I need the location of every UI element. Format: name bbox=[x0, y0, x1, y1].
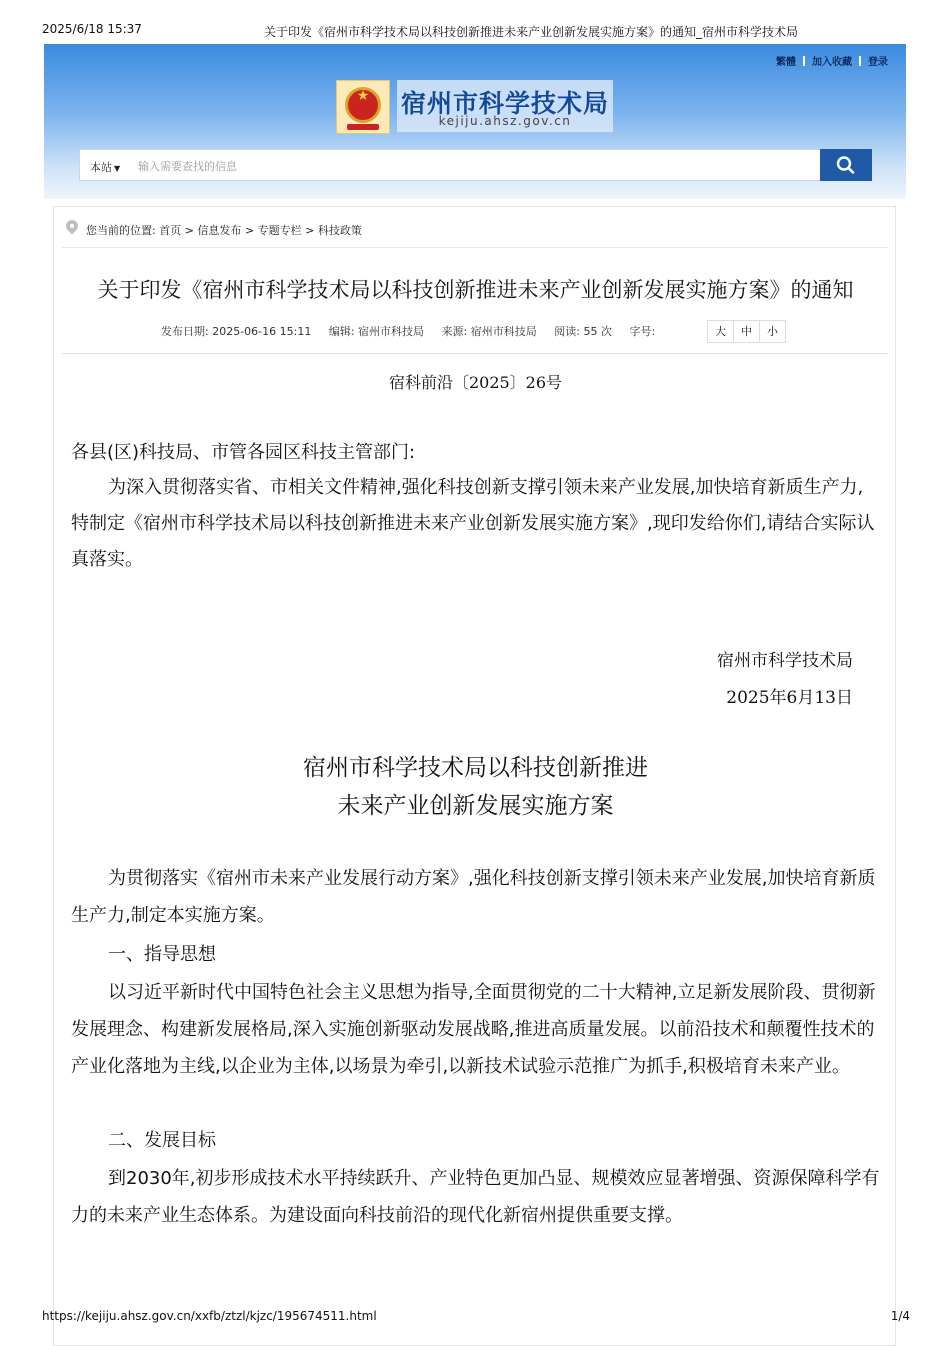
divider bbox=[859, 56, 861, 66]
search-scope-label: 本站 bbox=[90, 161, 112, 174]
print-header bbox=[0, 0, 950, 40]
search-input[interactable] bbox=[136, 154, 800, 178]
print-footer bbox=[0, 1300, 950, 1344]
source: 宿州市科技局 bbox=[470, 325, 537, 338]
page-url: https://kejiju.ahsz.gov.cn/xxfb/ztzl/kjzc/195674511.html bbox=[42, 1309, 377, 1323]
print-datetime: 2025/6/18 15:37 bbox=[42, 22, 142, 36]
read-count-unit: 次 bbox=[601, 325, 612, 338]
font-size-switcher bbox=[707, 320, 786, 343]
search-button[interactable] bbox=[820, 149, 872, 181]
paragraph-notice: 为深入贯彻落实省、市相关文件精神,强化科技创新支撑引领未来产业发展,加快培育新质生产力,特制定《宿州市科学技术局以科技创新推进未来产业创新发展实施方案》,现印发给你们,请结合实际认真落实。 bbox=[71, 477, 875, 570]
breadcrumb-home[interactable]: 首页 bbox=[159, 224, 182, 237]
publish-date: 2025-06-16 15:11 bbox=[212, 325, 312, 338]
breadcrumb bbox=[66, 220, 362, 238]
print-page-title: 关于印发《宿州市科学技术局以科技创新推进未来产业创新发展实施方案》的通知_宿州市科学技术局 bbox=[264, 25, 799, 39]
salutation: 各县(区)科技局、市管各园区科技主管部门: bbox=[71, 442, 416, 463]
editor: 宿州市科技局 bbox=[358, 325, 425, 338]
font-size-large-button[interactable]: 大 bbox=[708, 321, 734, 342]
source-label: 来源: bbox=[441, 325, 468, 338]
add-favorite-link[interactable]: 加入收藏 bbox=[812, 57, 852, 68]
site-logo[interactable] bbox=[397, 80, 613, 132]
editor-label: 编辑: bbox=[328, 325, 355, 338]
breadcrumb-label: 您当前的位置: bbox=[86, 224, 156, 237]
breadcrumb-info-release[interactable]: 信息发布 bbox=[197, 224, 242, 237]
read-count-label: 阅读: bbox=[554, 325, 580, 338]
site-domain: kejiju.ahsz.gov.cn bbox=[438, 114, 572, 128]
location-pin-icon bbox=[66, 220, 78, 238]
divider bbox=[62, 247, 888, 248]
article-meta bbox=[161, 323, 655, 339]
login-link[interactable]: 登录 bbox=[868, 57, 888, 68]
top-links bbox=[776, 53, 888, 68]
signature-date: 2025年6月13日 bbox=[726, 688, 853, 708]
site-header bbox=[44, 44, 906, 199]
site-name: 宿州市科学技术局 bbox=[400, 89, 609, 118]
font-size-small-button[interactable]: 小 bbox=[767, 325, 778, 338]
font-size-label: 字号: bbox=[629, 325, 656, 338]
divider bbox=[803, 56, 805, 66]
section-heading-guiding-ideology: 一、指导思想 bbox=[108, 944, 216, 965]
breadcrumb-separator: > bbox=[244, 224, 255, 237]
section-heading-development-goals: 二、发展目标 bbox=[108, 1130, 216, 1151]
paragraph-intro: 为贯彻落实《宿州市未来产业发展行动方案》,强化科技创新支撑引领未来产业发展,加快培育新质生产力,制定本实施方案。 bbox=[71, 868, 876, 926]
paragraph-development-goals: 到2030年,初步形成技术水平持续跃升、产业特色更加凸显、规模效应显著增强、资源保障科学有力的未来产业生态体系。为建设面向科技前沿的现代化新宿州提供重要支撑。 bbox=[71, 1168, 880, 1226]
plan-title-line-2: 未来产业创新发展实施方案 bbox=[337, 793, 614, 819]
breadcrumb-tech-policy[interactable]: 科技政策 bbox=[317, 224, 362, 237]
document-number: 宿科前沿〔2025〕26号 bbox=[388, 373, 563, 392]
traditional-chinese-link[interactable]: 繁體 bbox=[776, 57, 796, 68]
search-bar bbox=[79, 149, 872, 181]
article-container bbox=[53, 206, 896, 1346]
paragraph-guiding-ideology: 以习近平新时代中国特色社会主义思想为指导,全面贯彻党的二十大精神,立足新发展阶段、贯彻新发展理念、构建新发展格局,深入实施创新驱动发展战略,推进高质量发展。以前沿技术和颠覆性技术的产业化落地为主线,以企业为主体,以场景为牵引,以新技术试验示范推广为抓手,积极培育未来产业。 bbox=[71, 982, 876, 1077]
page-number: 1/4 bbox=[890, 1309, 910, 1323]
national-emblem-icon[interactable]: ★ bbox=[336, 80, 390, 134]
read-count: 55 bbox=[583, 325, 598, 338]
article-title: 关于印发《宿州市科学技术局以科技创新推进未来产业创新发展实施方案》的通知 bbox=[97, 278, 854, 302]
breadcrumb-separator: > bbox=[305, 224, 315, 237]
breadcrumb-special-column[interactable]: 专题专栏 bbox=[257, 224, 302, 237]
divider bbox=[62, 353, 888, 354]
publish-date-label: 发布日期: bbox=[161, 325, 209, 338]
search-icon bbox=[836, 156, 856, 174]
font-size-medium-button[interactable]: 中 bbox=[734, 321, 760, 342]
plan-title-line-1: 宿州市科学技术局以科技创新推进 bbox=[303, 755, 648, 781]
chevron-down-icon: ▼ bbox=[114, 164, 121, 173]
breadcrumb-separator: > bbox=[184, 224, 194, 237]
search-scope-select[interactable] bbox=[90, 159, 120, 175]
signature-organization: 宿州市科学技术局 bbox=[717, 651, 853, 671]
